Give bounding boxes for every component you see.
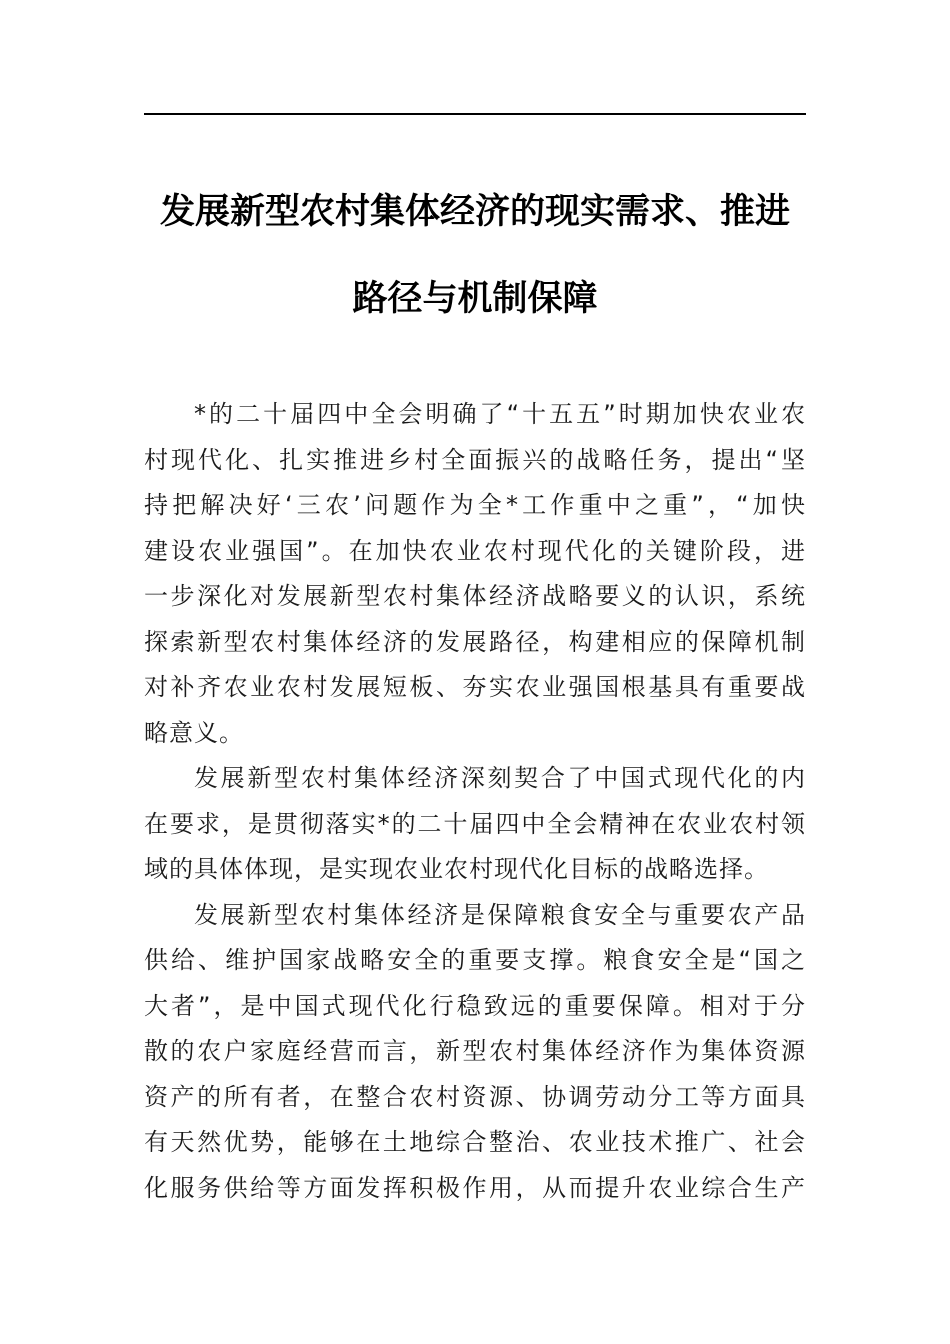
paragraph-line: 在要求，是贯彻落实*的二十届四中全会精神在农业农村领	[144, 809, 806, 838]
paragraph-line: 有天然优势，能够在土地综合整治、农业技术推广、社会	[144, 1128, 806, 1156]
paragraph-1	[144, 392, 806, 756]
paragraph-line: 建设农业强国”。在加快农业农村现代化的关键阶段，进	[144, 536, 806, 565]
paragraph-line: 对补齐农业农村发展短板、夯实农业强国根基具有重要战	[144, 673, 806, 701]
paragraph-line: 持把解决好‘三农’问题作为全*工作重中之重”，“加快	[144, 491, 806, 519]
paragraph-line: 大者”，是中国式现代化行稳致远的重要保障。相对于分	[144, 991, 806, 1020]
paragraph-3	[144, 893, 806, 1212]
paragraph-line: 供给、维护国家战略安全的重要支撑。粮食安全是“国之	[144, 946, 806, 974]
paragraph-line: 散的农户家庭经营而言，新型农村集体经济作为集体资源	[144, 1037, 806, 1065]
paragraph-line: 探索新型农村集体经济的发展路径，构建相应的保障机制	[144, 627, 806, 656]
paragraph-line: 化服务供给等方面发挥积极作用，从而提升农业综合生产	[144, 1173, 806, 1202]
paragraph-line: 资产的所有者，在整合农村资源、协调劳动分工等方面具	[144, 1082, 806, 1111]
paragraph-2	[144, 756, 806, 893]
paragraph-line: 发展新型农村集体经济是保障粮食安全与重要农产品	[194, 900, 806, 929]
title-line-2: 路径与机制保障	[352, 278, 598, 319]
paragraph-line: 略意义。	[144, 718, 244, 747]
paragraph-line: 发展新型农村集体经济深刻契合了中国式现代化的内	[194, 764, 806, 792]
paragraph-line: 域的具体体现，是实现农业农村现代化目标的战略选择。	[144, 855, 769, 883]
document-title	[144, 168, 806, 342]
document-body	[144, 392, 806, 1211]
title-line-1: 发展新型农村集体经济的现实需求、推进	[159, 191, 790, 232]
header-rule	[144, 113, 806, 115]
paragraph-line: *的二十届四中全会明确了“十五五”时期加快农业农	[194, 400, 806, 428]
paragraph-line: 村现代化、扎实推进乡村全面振兴的战略任务，提出“坚	[144, 445, 806, 474]
paragraph-line: 一步深化对发展新型农村集体经济战略要义的认识，系统	[144, 582, 806, 610]
